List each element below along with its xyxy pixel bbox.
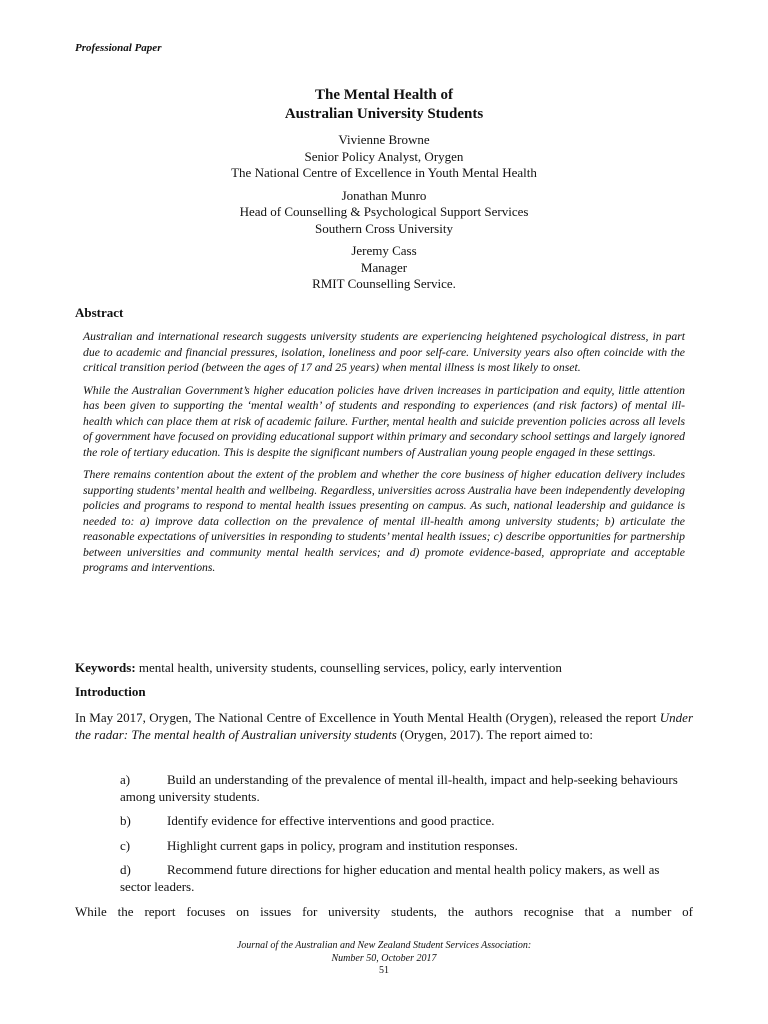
author-role: Head of Counselling & Psychological Support Services — [239, 204, 529, 219]
intro-text-end: (Orygen, 2017). The report aimed to: — [396, 727, 594, 742]
footer-journal: Journal of the Australian and New Zealand Student Services Association: — [236, 940, 532, 951]
aim-item — [120, 838, 690, 855]
introduction-heading: Introduction — [75, 684, 146, 699]
closing-paragraph: While the report focuses on issues for university students, the authors recognise that a number of — [75, 904, 693, 919]
author-org: Southern Cross University — [315, 220, 453, 236]
aim-item — [120, 772, 690, 805]
aim-item — [120, 862, 690, 895]
footer-issue: Number 50, October 2017 — [331, 952, 437, 964]
author-list — [0, 132, 768, 293]
abstract-body — [83, 329, 685, 583]
aim-marker: c) — [120, 837, 131, 853]
running-header: Professional Paper — [75, 42, 162, 54]
author-3 — [0, 243, 768, 293]
author-org: RMIT Counselling Service. — [312, 276, 456, 291]
aim-text: Identify evidence for effective interventions and good practice. — [167, 813, 495, 828]
page-number: 51 — [379, 965, 389, 976]
title-line-2: Australian University Students — [284, 106, 484, 122]
author-2 — [0, 188, 768, 238]
keywords-label: Keywords: — [75, 660, 136, 675]
aim-text: Build an understanding of the prevalence of mental ill-health, impact and help-seeking behaviours among university students. — [120, 772, 678, 804]
abstract-paragraph-2: While the Australian Government’s higher education policies have driven increases in participation and equity, little attention has been given to supporting the ‘mental wealth’ of students and responding to experiences (and risk factors) of mental ill-health which can place them at risk of academic failure. Further, mental health and suicide prevention policies across all levels of government have focused on providing educational support within primary and secondary school settings and largely ignored the role of tertiary education. This is despite the significant numbers of Australian young people engaged in these settings. — [83, 383, 685, 459]
aim-marker: b) — [120, 813, 131, 828]
intro-text-start: In May 2017, Orygen, The National Centre of Excellence in Youth Mental Health (Orygen), released the report — [75, 710, 660, 725]
author-name: Jeremy Cass — [351, 243, 417, 258]
report-title: Under the radar: The mental health of Australian university students — [75, 710, 693, 742]
author-role: Manager — [360, 259, 408, 275]
abstract-heading: Abstract — [75, 305, 124, 320]
page-footer — [0, 940, 768, 978]
paper-title — [0, 86, 768, 124]
author-1 — [0, 132, 768, 182]
abstract-paragraph-3: There remains contention about the extent of the problem and whether the core business of higher education delivery includes supporting students’ mental health and wellbeing. Regardless, universities across Australia have been independently developing policies and programs to respond to mental health issues presenting on campus. As such, national leadership and guidance is needed to: a) improve data collection on the prevalence of mental ill-health among university students; b) articulate the reasonable expectations of universities in responding to students’ mental health issues; c) describe opportunities for partnership between universities and community mental health services; and d) promote evidence-based, appropriate and acceptable programs and interventions. — [83, 468, 685, 574]
aim-marker: d) — [120, 862, 131, 877]
abstract-paragraph-1: Australian and international research suggests university students are experiencing heightened psychological distress, in part due to academic and financial pressures, isolation, loneliness and poor self-care. University years also often coincide with the critical transition period (between the ages of 17 and 25 years) when mental illness is most likely to onset. — [83, 330, 685, 374]
aim-text: Highlight current gaps in policy, program and institution responses. — [167, 837, 518, 853]
title-line-1: The Mental Health of — [315, 87, 453, 103]
author-role: Senior Policy Analyst, Orygen — [304, 148, 464, 164]
author-name: Vivienne Browne — [338, 132, 430, 147]
aim-marker: a) — [120, 772, 131, 787]
aim-item — [120, 813, 690, 830]
title-block — [0, 86, 768, 299]
keywords-text: mental health, university students, counselling services, policy, early intervention — [135, 660, 562, 675]
author-name: Jonathan Munro — [341, 187, 427, 203]
introduction-paragraph — [75, 709, 693, 743]
report-aims-list — [120, 772, 690, 903]
keywords-line — [75, 660, 562, 676]
aim-text: Recommend future directions for higher education and mental health policy makers, as well as sector leaders. — [120, 862, 660, 894]
author-org: The National Centre of Excellence in Youth Mental Health — [231, 165, 537, 180]
